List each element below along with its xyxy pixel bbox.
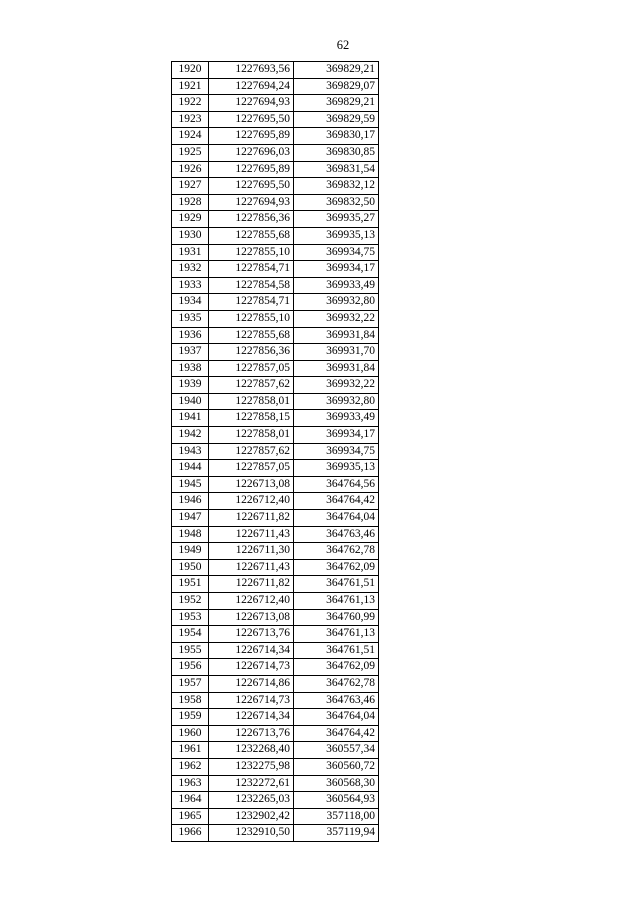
y-coordinate-cell: 369934,17 [294, 427, 379, 444]
table-row [172, 526, 379, 543]
point-number-cell: 1963 [172, 775, 209, 792]
y-coordinate-cell: 369932,80 [294, 294, 379, 311]
y-coordinate-cell: 369933,49 [294, 277, 379, 294]
table-row [172, 543, 379, 560]
y-coordinate-cell: 369935,13 [294, 460, 379, 477]
point-number-cell: 1923 [172, 111, 209, 128]
y-coordinate-cell: 360557,34 [294, 742, 379, 759]
point-number-cell: 1945 [172, 476, 209, 493]
table-row [172, 227, 379, 244]
x-coordinate-cell: 1232910,50 [209, 825, 294, 842]
x-coordinate-cell: 1226714,73 [209, 692, 294, 709]
x-coordinate-cell: 1227855,68 [209, 227, 294, 244]
page-number: 62 [336, 38, 350, 52]
point-number-cell: 1932 [172, 261, 209, 278]
point-number-cell: 1951 [172, 576, 209, 593]
table-row [172, 725, 379, 742]
y-coordinate-cell: 364761,51 [294, 576, 379, 593]
point-number-cell: 1958 [172, 692, 209, 709]
table-row [172, 443, 379, 460]
x-coordinate-cell: 1227854,71 [209, 294, 294, 311]
table-row [172, 144, 379, 161]
point-number-cell: 1934 [172, 294, 209, 311]
table-row [172, 327, 379, 344]
point-number-cell: 1930 [172, 227, 209, 244]
point-number-cell: 1922 [172, 95, 209, 112]
x-coordinate-cell: 1232265,03 [209, 792, 294, 809]
y-coordinate-cell: 364763,46 [294, 692, 379, 709]
x-coordinate-cell: 1227854,71 [209, 261, 294, 278]
y-coordinate-cell: 369829,21 [294, 62, 379, 79]
table-row [172, 609, 379, 626]
y-coordinate-cell: 369933,49 [294, 410, 379, 427]
point-number-cell: 1952 [172, 593, 209, 610]
table-row [172, 775, 379, 792]
point-number-cell: 1956 [172, 659, 209, 676]
point-number-cell: 1946 [172, 493, 209, 510]
y-coordinate-cell: 369829,07 [294, 78, 379, 95]
x-coordinate-cell: 1227695,89 [209, 128, 294, 145]
y-coordinate-cell: 369931,84 [294, 327, 379, 344]
table-row [172, 675, 379, 692]
x-coordinate-cell: 1227857,05 [209, 460, 294, 477]
point-number-cell: 1954 [172, 626, 209, 643]
table-row [172, 377, 379, 394]
table-row [172, 410, 379, 427]
x-coordinate-cell: 1226714,34 [209, 709, 294, 726]
table-row [172, 294, 379, 311]
table-row [172, 360, 379, 377]
x-coordinate-cell: 1227695,50 [209, 111, 294, 128]
x-coordinate-cell: 1227858,01 [209, 393, 294, 410]
table-row [172, 128, 379, 145]
y-coordinate-cell: 369934,17 [294, 261, 379, 278]
y-coordinate-cell: 369935,27 [294, 211, 379, 228]
x-coordinate-cell: 1227856,36 [209, 344, 294, 361]
table-row [172, 460, 379, 477]
point-number-cell: 1943 [172, 443, 209, 460]
y-coordinate-cell: 357118,00 [294, 808, 379, 825]
x-coordinate-cell: 1226711,82 [209, 576, 294, 593]
y-coordinate-cell: 369831,54 [294, 161, 379, 178]
x-coordinate-cell: 1226713,08 [209, 476, 294, 493]
table-row [172, 576, 379, 593]
y-coordinate-cell: 369932,80 [294, 393, 379, 410]
x-coordinate-cell: 1226712,40 [209, 493, 294, 510]
x-coordinate-cell: 1227694,24 [209, 78, 294, 95]
table-row [172, 559, 379, 576]
y-coordinate-cell: 369935,13 [294, 227, 379, 244]
point-number-cell: 1926 [172, 161, 209, 178]
point-number-cell: 1955 [172, 642, 209, 659]
table-row [172, 344, 379, 361]
table-row [172, 277, 379, 294]
x-coordinate-cell: 1226711,30 [209, 543, 294, 560]
y-coordinate-cell: 360568,30 [294, 775, 379, 792]
table-row [172, 211, 379, 228]
y-coordinate-cell: 369934,75 [294, 244, 379, 261]
point-number-cell: 1925 [172, 144, 209, 161]
table-row [172, 709, 379, 726]
point-number-cell: 1960 [172, 725, 209, 742]
x-coordinate-cell: 1227694,93 [209, 194, 294, 211]
point-number-cell: 1959 [172, 709, 209, 726]
y-coordinate-cell: 369829,59 [294, 111, 379, 128]
x-coordinate-cell: 1226714,73 [209, 659, 294, 676]
point-number-cell: 1936 [172, 327, 209, 344]
x-coordinate-cell: 1227857,62 [209, 377, 294, 394]
table-row [172, 808, 379, 825]
table-row [172, 78, 379, 95]
x-coordinate-cell: 1227696,03 [209, 144, 294, 161]
table-row [172, 692, 379, 709]
point-number-cell: 1938 [172, 360, 209, 377]
point-number-cell: 1928 [172, 194, 209, 211]
table-row [172, 742, 379, 759]
x-coordinate-cell: 1226711,43 [209, 559, 294, 576]
point-number-cell: 1940 [172, 393, 209, 410]
x-coordinate-cell: 1232275,98 [209, 758, 294, 775]
table-row [172, 161, 379, 178]
y-coordinate-cell: 364761,13 [294, 626, 379, 643]
point-number-cell: 1961 [172, 742, 209, 759]
table-row [172, 95, 379, 112]
point-number-cell: 1937 [172, 344, 209, 361]
x-coordinate-cell: 1226711,82 [209, 510, 294, 527]
y-coordinate-cell: 369932,22 [294, 310, 379, 327]
x-coordinate-cell: 1227858,15 [209, 410, 294, 427]
table-row [172, 792, 379, 809]
table-row [172, 244, 379, 261]
x-coordinate-cell: 1227695,50 [209, 178, 294, 195]
x-coordinate-cell: 1227856,36 [209, 211, 294, 228]
table-row [172, 626, 379, 643]
table-row [172, 825, 379, 842]
table-row [172, 659, 379, 676]
x-coordinate-cell: 1227855,68 [209, 327, 294, 344]
x-coordinate-cell: 1227858,01 [209, 427, 294, 444]
point-number-cell: 1949 [172, 543, 209, 560]
x-coordinate-cell: 1226712,40 [209, 593, 294, 610]
point-number-cell: 1947 [172, 510, 209, 527]
table-row [172, 393, 379, 410]
point-number-cell: 1950 [172, 559, 209, 576]
y-coordinate-cell: 360564,93 [294, 792, 379, 809]
table-row [172, 310, 379, 327]
y-coordinate-cell: 364761,13 [294, 593, 379, 610]
x-coordinate-cell: 1232268,40 [209, 742, 294, 759]
y-coordinate-cell: 369829,21 [294, 95, 379, 112]
y-coordinate-cell: 364764,56 [294, 476, 379, 493]
y-coordinate-cell: 364764,42 [294, 725, 379, 742]
x-coordinate-cell: 1227693,56 [209, 62, 294, 79]
point-number-cell: 1939 [172, 377, 209, 394]
point-number-cell: 1935 [172, 310, 209, 327]
x-coordinate-cell: 1226713,76 [209, 626, 294, 643]
y-coordinate-cell: 364764,04 [294, 510, 379, 527]
y-coordinate-cell: 360560,72 [294, 758, 379, 775]
x-coordinate-cell: 1226713,08 [209, 609, 294, 626]
y-coordinate-cell: 357119,94 [294, 825, 379, 842]
x-coordinate-cell: 1226711,43 [209, 526, 294, 543]
coordinates-table-body [172, 62, 379, 842]
point-number-cell: 1966 [172, 825, 209, 842]
table-row [172, 642, 379, 659]
table-row [172, 194, 379, 211]
point-number-cell: 1929 [172, 211, 209, 228]
point-number-cell: 1942 [172, 427, 209, 444]
x-coordinate-cell: 1226713,76 [209, 725, 294, 742]
y-coordinate-cell: 364761,51 [294, 642, 379, 659]
x-coordinate-cell: 1227857,05 [209, 360, 294, 377]
x-coordinate-cell: 1227855,10 [209, 244, 294, 261]
y-coordinate-cell: 369832,12 [294, 178, 379, 195]
y-coordinate-cell: 364764,04 [294, 709, 379, 726]
table-row [172, 593, 379, 610]
table-row [172, 476, 379, 493]
point-number-cell: 1953 [172, 609, 209, 626]
y-coordinate-cell: 369931,70 [294, 344, 379, 361]
y-coordinate-cell: 364762,78 [294, 543, 379, 560]
point-number-cell: 1931 [172, 244, 209, 261]
point-number-cell: 1933 [172, 277, 209, 294]
coordinates-table [171, 61, 379, 842]
point-number-cell: 1965 [172, 808, 209, 825]
x-coordinate-cell: 1226714,34 [209, 642, 294, 659]
point-number-cell: 1920 [172, 62, 209, 79]
y-coordinate-cell: 369931,84 [294, 360, 379, 377]
point-number-cell: 1944 [172, 460, 209, 477]
x-coordinate-cell: 1227695,89 [209, 161, 294, 178]
table-row [172, 111, 379, 128]
point-number-cell: 1924 [172, 128, 209, 145]
y-coordinate-cell: 369932,22 [294, 377, 379, 394]
x-coordinate-cell: 1227694,93 [209, 95, 294, 112]
x-coordinate-cell: 1232902,42 [209, 808, 294, 825]
y-coordinate-cell: 369830,85 [294, 144, 379, 161]
x-coordinate-cell: 1226714,86 [209, 675, 294, 692]
y-coordinate-cell: 369830,17 [294, 128, 379, 145]
table-row [172, 178, 379, 195]
point-number-cell: 1964 [172, 792, 209, 809]
y-coordinate-cell: 364763,46 [294, 526, 379, 543]
table-row [172, 62, 379, 79]
point-number-cell: 1957 [172, 675, 209, 692]
y-coordinate-cell: 364762,09 [294, 659, 379, 676]
table-row [172, 758, 379, 775]
y-coordinate-cell: 364762,78 [294, 675, 379, 692]
point-number-cell: 1921 [172, 78, 209, 95]
table-row [172, 261, 379, 278]
point-number-cell: 1962 [172, 758, 209, 775]
y-coordinate-cell: 369832,50 [294, 194, 379, 211]
y-coordinate-cell: 364764,42 [294, 493, 379, 510]
x-coordinate-cell: 1227855,10 [209, 310, 294, 327]
x-coordinate-cell: 1227857,62 [209, 443, 294, 460]
table-row [172, 493, 379, 510]
x-coordinate-cell: 1232272,61 [209, 775, 294, 792]
point-number-cell: 1948 [172, 526, 209, 543]
table-row [172, 427, 379, 444]
x-coordinate-cell: 1227854,58 [209, 277, 294, 294]
table-row [172, 510, 379, 527]
point-number-cell: 1927 [172, 178, 209, 195]
y-coordinate-cell: 364762,09 [294, 559, 379, 576]
y-coordinate-cell: 369934,75 [294, 443, 379, 460]
y-coordinate-cell: 364760,99 [294, 609, 379, 626]
point-number-cell: 1941 [172, 410, 209, 427]
